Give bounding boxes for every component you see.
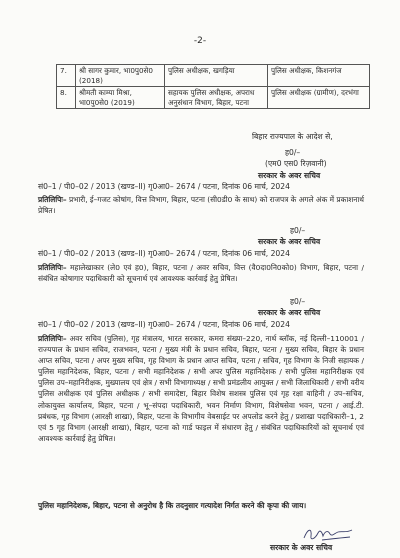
signed-mark: ह0/– [285,148,301,157]
memo-copy-paragraph [38,333,364,444]
signatory-designation: सरकार के अवर सचिव [270,543,333,552]
memo-reference: सं0–1 / पी0–02 / 2013 (खण्ड–II) गृ0आ0– 2674 / पटना, दिनांक 06 मार्च, 2024 [38,320,290,329]
current-post-cell: सहायक पुलिस अधीक्षक, अपराध अनुसंधान विभाग, बिहार, पटना [165,87,268,109]
signatory-name: (एम0 एस0 रिज़वानी) [265,159,327,168]
governor-order-line: बिहार राज्यपाल के आदेश से, [252,132,333,141]
new-post-cell: पुलिस अधीक्षक (ग्रामीण), दरभंगा [268,87,370,109]
signed-mark: ह0/– [290,226,306,235]
serial-number-cell: 8. [57,87,76,109]
signed-mark: ह0/– [290,297,306,306]
table-row [57,87,370,109]
officer-name-cell: श्रीमती काम्या मिश्रा, भा0पु0से0 (2019) [76,87,165,109]
officer-transfer-table [56,64,370,109]
signatory-designation: सरकार के अवर सचिव [258,308,321,317]
copy-body: महालेखाकार (ले0 एवं ह0), बिहार, पटना / अवर सचिव, वित्त (वै0दा0नि0को0) विभाग, बिहार, पटना / संबंधित कोषागार पदाधिकारी को सूचनार्थ एवं आवश्यक कार्रवाई हेतु प्रेषित। [38,263,364,284]
memo-copy-paragraph [38,194,364,216]
signatory-designation: सरकार के अवर सचिव [258,171,321,180]
serial-number-cell: 7. [57,65,76,87]
page-number: -2- [193,36,207,46]
copy-label: प्रतिलिपिः– [38,334,67,343]
handwritten-signature [302,524,356,544]
memo-reference: सं0–1 / पी0–02 / 2013 (खण्ड–II) गृ0आ0– 2674 / पटना, दिनांक 06 मार्च, 2024 [38,182,290,191]
memo-copy-paragraph [38,262,364,284]
closing-request: पुलिस महानिदेशक, बिहार, पटना से अनुरोध है कि तदनुसार गत्यादेश निर्गत करने की कृपा की जाय। [38,501,307,510]
copy-body: अवर सचिव (पुलिस), गृह मंत्रालय, भारत सरकार, कमरा संख्या–220, नार्थ ब्लॉक, नई दिल्ली–110001 / राज्यपाल के प्रधान सचिव, राजभवन, पटना / मुख्य मंत्री के प्रधान सचिव, बिहार, पटना / मुख्य सचिव, बिहार के प्रधान आप्त सचिव, पटना / अपर मुख्य सचिव, गृह विभाग के प्रधान आप्त सचिव, पटना / सचिव, गृह विभाग के निजी सहायक / पुलिस महानिदेशक, बिहार, पटना / सभी महानिदेशक / सभी अपर पुलिस महानिदेशक / सभी पुलिस महानिरीक्षक एवं पुलिस उप–महानिरीक्षक, मुख्यालय एवं क्षेत्र / सभी विभागाध्यक्ष / सभी प्रमंडलीय आयुक्त / सभी जिलाधिकारी / सभी वरीय पुलिस अधीक्षक एवं पुलिस अधीक्षक / सभी समादेष्टा, बिहार विशेष सशस्त्र पुलिस एवं गृह रक्षा वाहिनी / उप–सचिव, लोकायुक्त कार्यालय, बिहार, पटना / भू–संपदा पदाधिकारी, भवन निर्माण विभाग, विशेषसेवा भवन, पटना / आई.टी. प्रबंधक, गृह विभाग (आरक्षी शाखा), बिहार, पटना के विभागीय वेबसाईट पर अपलोड करने हेतु / प्रशाखा पदाधिकारी–1, 2 एवं 5 गृह विभाग (आरक्षी शाखा), बिहार, पटना को गार्ड फाइल में संधारण हेतु / संबंधित पदाधिकारियों को सूचनार्थ एवं आवश्यक कार्रवाई हेतु प्रेषित। [38,334,364,443]
current-post-cell: पुलिस अधीक्षक, खगड़िया [165,65,268,87]
memo-reference: सं0–1 / पी0–02 / 2013 (खण्ड–II) गृ0आ0– 2674 / पटना, दिनांक 06 मार्च, 2024 [38,249,290,258]
copy-body: प्रभारी, ई–गजट कोषांग, वित्त विभाग, बिहार, पटना (सी0डी0 के साथ) को राजपत्र के अगले अंक में प्रकाशनार्थ प्रेषित। [38,195,364,216]
copy-label: प्रतिलिपिः– [38,195,67,204]
new-post-cell: पुलिस अधीक्षक, किशनगंज [268,65,370,87]
copy-label: प्रतिलिपिः– [38,263,67,272]
officer-name-cell: श्री सागर कुमार, भा0पु0से0 (2018) [76,65,165,87]
signatory-designation: सरकार के अवर सचिव [258,237,321,246]
table-row [57,65,370,87]
